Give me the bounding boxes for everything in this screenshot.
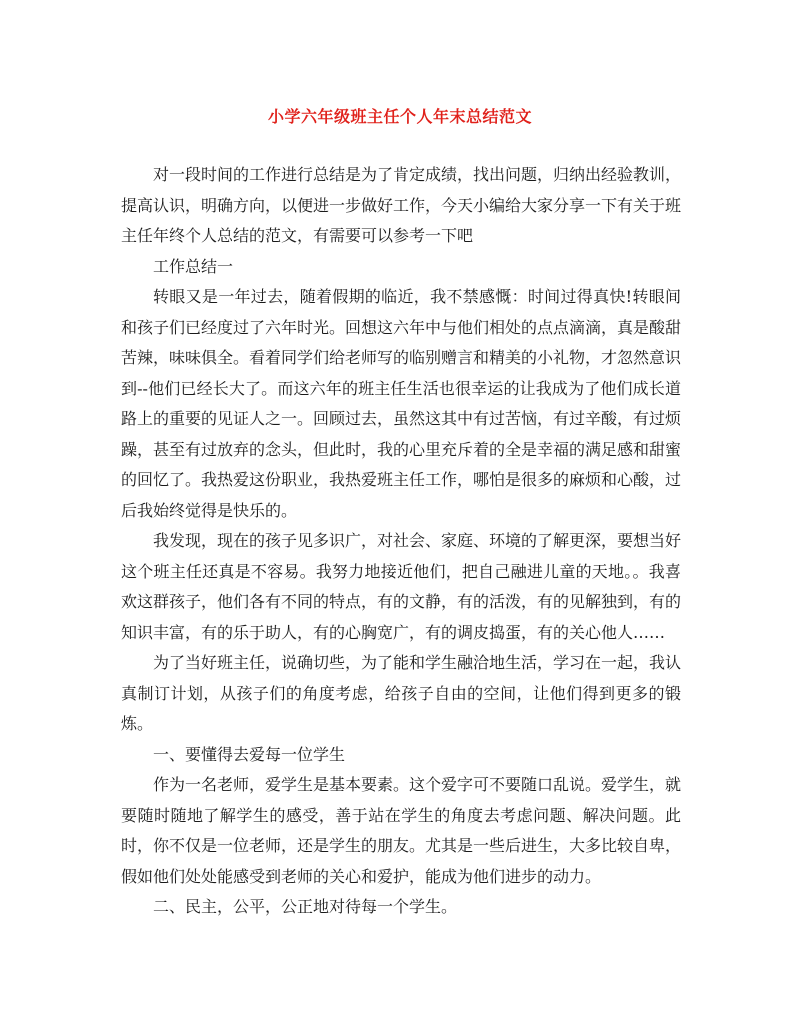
body-paragraph: 转眼又是一年过去，随着假期的临近，我不禁感慨：时间过得真快!转眼间和孩子们已经度过了六年时光。回想这六年中与他们相处的点点滴滴，真是酸甜苦辣，味味俱全。看着同学们给老师写的临别赠言和精美的小礼物，才忽然意识到--他们已经长大了。而这六年的班主任生活也很幸运的让我成为了他们成长道路上的重要的见证人之一。回顾过去，虽然这其中有过苦恼，有过辛酸，有过烦躁，甚至有过放弃的念头，但此时，我的心里充斥着的全是幸福的满足感和甜蜜的回忆了。我热爱这份职业，我热爱班主任工作，哪怕是很多的麻烦和心酸，过后我始终觉得是快乐的。 — [121, 287, 682, 520]
body-paragraph: 我发现，现在的孩子见多识广，对社会、家庭、环境的了解更深，要想当好这个班主任还真是不容易。我努力地接近他们，把自己融进儿童的天地。。我喜欢这群孩子，他们各有不同的特点，有的文静，有的活泼，有的见解独到，有的知识丰富，有的乐于助人，有的心胸宽广，有的调皮捣蛋，有的关心他人…… — [121, 531, 682, 642]
body-paragraph: 为了当好班主任，说确切些，为了能和学生融洽地生活，学习在一起，我认真制订计划，从孩子们的角度考虑，给孩子自由的空间，让他们得到更多的锻炼。 — [121, 653, 682, 733]
body-paragraph: 作为一名老师，爱学生是基本要素。这个爱字可不要随口乱说。爱学生，就要随时随地了解学生的感受，善于站在学生的角度去考虑问题、解决问题。此时，你不仅是一位老师，还是学生的朋友。尤其是一些后进生，大多比较自卑，假如他们处处能感受到老师的关心和爱护，能成为他们进步的动力。 — [121, 775, 682, 886]
section-heading-love-students: 一、要懂得去爱每一位学生 — [153, 744, 346, 764]
document-title: 小学六年级班主任个人年末总结范文 — [267, 107, 532, 126]
section-heading-fairness: 二、民主，公平，公正地对待每一个学生。 — [153, 897, 458, 916]
section-heading-summary-one: 工作总结一 — [153, 256, 234, 276]
intro-paragraph: 对一段时间的工作进行总结是为了肯定成绩，找出问题，归纳出经验教训，提高认识，明确方向，以便进一步做好工作，今天小编给大家分享一下有关于班主任年终个人总结的范文，有需要可以参考一下吧 — [121, 165, 682, 245]
document-body — [121, 160, 681, 923]
